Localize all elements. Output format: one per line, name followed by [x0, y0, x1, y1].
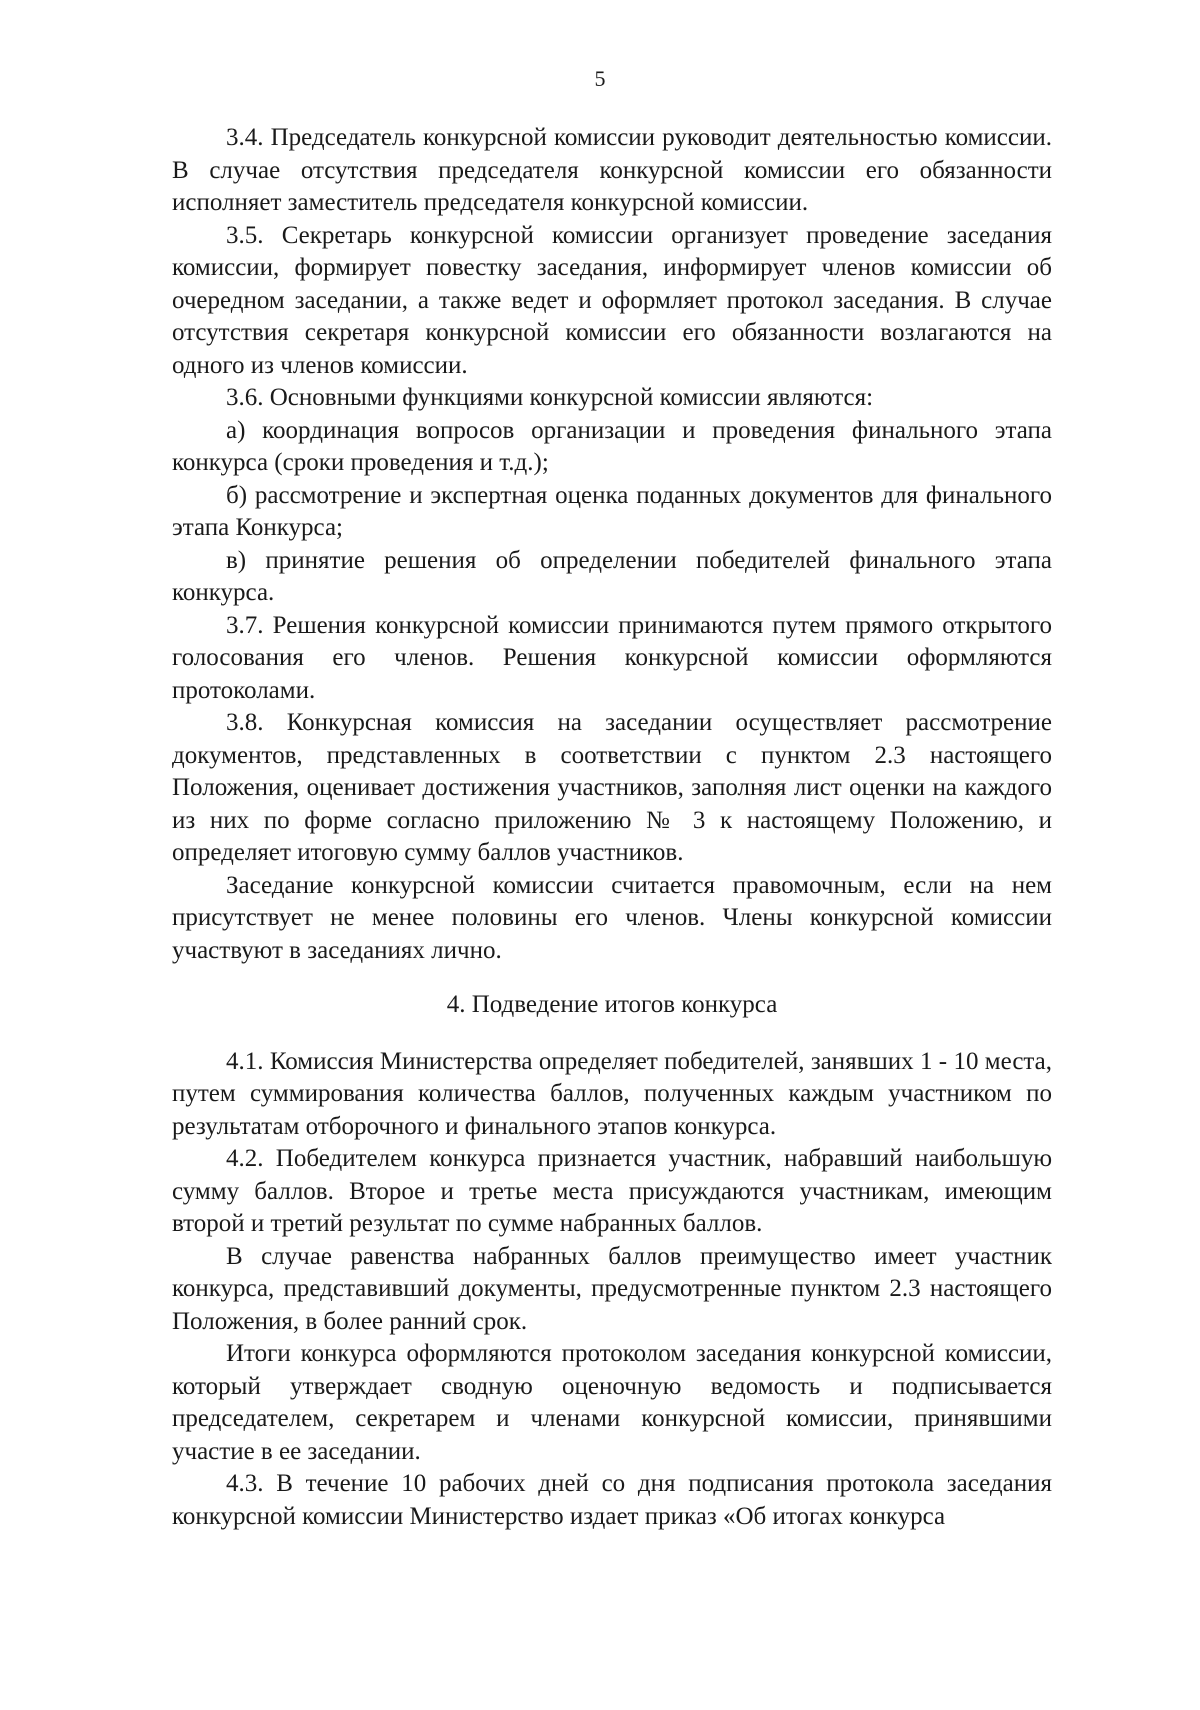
- paragraph-3-4: 3.4. Председатель конкурсной комиссии руководит деятельностью комиссии. В случае отсутствия председателя конкурсной комиссии его обязанности исполняет заместитель председателя конкурсной комиссии.: [172, 124, 1052, 216]
- paragraph-3-6-v: в) принятие решения об определении победителей финального этапа конкурса.: [172, 546, 1052, 606]
- section-heading: 4. Подведение итогов конкурса: [446, 991, 778, 1018]
- paragraph-3-8: 3.8. Конкурсная комиссия на заседании осуществляет рассмотрение документов, представленных в соответствии с пунктом 2.3 настоящего Положения, оценивает достижения участников, заполняя лист оценки на каждого из них по форме согласно приложению № 3 к настоящему Положению, и определяет итоговую сумму баллов участников.: [172, 709, 1052, 866]
- paragraph-3-5: 3.5. Секретарь конкурсной комиссии организует проведение заседания комиссии, формирует повестку заседания, информирует членов комиссии об очередном заседании, а также ведет и оформляет протокол заседания. В случае отсутствия секретаря конкурсной комиссии его обязанности возлагаются на одного из членов комиссии.: [172, 221, 1052, 379]
- paragraph-quorum: Заседание конкурсной комиссии считается правомочным, если на нем присутствует не менее половины его членов. Члены конкурсной комиссии участвуют в заседаниях лично.: [172, 871, 1052, 964]
- paragraph-3-6: 3.6. Основными функциями конкурсной комиссии являются:: [226, 384, 874, 411]
- paragraph-3-7: 3.7. Решения конкурсной комиссии принимаются путем прямого открытого голосования его членов. Решения конкурсной комиссии оформляются протоколами.: [172, 611, 1052, 704]
- paragraph-results-protocol: Итоги конкурса оформляются протоколом заседания конкурсной комиссии, который утверждает сводную оценочную ведомость и подписывается председателем, секретарем и членами конкурсной комиссии, принявшими участие в ее заседании.: [172, 1340, 1052, 1465]
- paragraph-4-3: 4.3. В течение 10 рабочих дней со дня подписания протокола заседания конкурсной комиссии Министерство издает приказ «Об итогах конкурса: [172, 1470, 1052, 1530]
- paragraph-tie-rule: В случае равенства набранных баллов преимущество имеет участник конкурса, представивший документы, предусмотренные пунктом 2.3 настоящего Положения, в более ранний срок.: [172, 1242, 1052, 1335]
- document-body: [172, 122, 1052, 1533]
- page-number: 5: [594, 66, 606, 91]
- paragraph-3-6-b: б) рассмотрение и экспертная оценка поданных документов для финального этапа Конкурса;: [172, 481, 1052, 541]
- paragraph-4-2: 4.2. Победителем конкурса признается участник, набравший наибольшую сумму баллов. Второе и третье места присуждаются участникам, имеющим второй и третий результат по сумме набранных баллов.: [172, 1145, 1052, 1237]
- paragraph-3-6-a: а) координация вопросов организации и проведения финального этапа конкурса (сроки проведения и т.д.);: [172, 416, 1052, 476]
- paragraph-4-1: 4.1. Комиссия Министерства определяет победителей, занявших 1 - 10 места, путем суммирования количества баллов, полученных каждым участником по результатам отборочного и финального этапов конкурса.: [172, 1047, 1052, 1140]
